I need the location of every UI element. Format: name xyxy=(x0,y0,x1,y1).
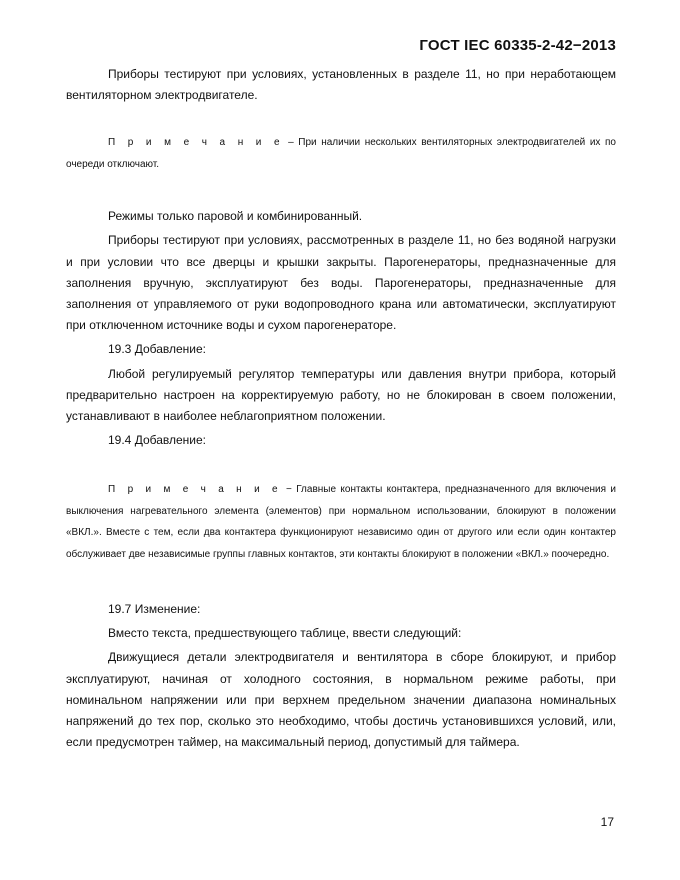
paragraph-locked-parts: Движущиеся детали электродвигателя и вентилятора в сборе блокируют, и прибор эксплуатируют, начиная от холодного состояния, в нормальном режиме работы, при номинальном напряжении или при верхнем предельном значении диапазона номинальных напряжений до тех пор, сколько это необходимо, чтобы достичь установившихся условий, или, если предусмотрен таймер, на максимальный период, допустимый для таймера. xyxy=(66,650,616,750)
page-number: 17 xyxy=(600,815,614,829)
note-label: П р и м е ч а н и е xyxy=(108,484,282,496)
page-body xyxy=(66,64,616,754)
note-contactors xyxy=(66,479,616,565)
section-19-7: 19.7 Изменение: xyxy=(108,602,201,617)
section-19-3: 19.3 Добавление: xyxy=(108,342,207,357)
paragraph-test-conditions-fan: Приборы тестируют при условиях, установленных в разделе 11, но при неработающем вентиляторном электродвигателе. xyxy=(66,67,616,103)
note-text: − Главные контакты контактера, предназначенного для включения и выключения нагревательного элемента (элементов) при нормальном использовании, блокируют в положении «ВКЛ.». Вместе с тем, если два контактера функционируют независимо один от другого или если один контактер обслуживает две независимые группы главных контактов, эти контакты блокируют в положении «ВКЛ.» поочередно. xyxy=(66,484,616,560)
note-fan-motors xyxy=(66,132,616,175)
document-header: ГОСТ IEC 60335-2-42−2013 xyxy=(419,37,616,54)
section-19-4: 19.4 Добавление: xyxy=(108,433,207,448)
paragraph-modes: Режимы только паровой и комбинированный. xyxy=(108,209,363,224)
paragraph-steam-generators: Приборы тестируют при условиях, рассмотренных в разделе 11, но без водяной нагрузки и при условии что все дверцы и крышки закрыты. Парогенераторы, предназначенные для заполнения вручную, эксплуатируют без воды. Парогенераторы, предназначенные для заполнения от управляемого от руки водопроводного крана или автоматически, эксплуатируют при отключенном источнике воды и сухом парогенераторе. xyxy=(66,233,616,333)
paragraph-replace-text: Вместо текста, предшествующего таблице, ввести следующий: xyxy=(108,626,462,641)
note-label: П р и м е ч а н и е xyxy=(108,137,284,149)
paragraph-regulator: Любой регулируемый регулятор температуры или давления внутри прибора, который предварительно настроен на корректируемую работу, но не блокирован в своем положении, устанавливают в наиболее неблагоприятном положении. xyxy=(66,366,616,424)
note-text: – При наличии нескольких вентиляторных электродвигателей их по очереди отключают. xyxy=(66,137,616,170)
